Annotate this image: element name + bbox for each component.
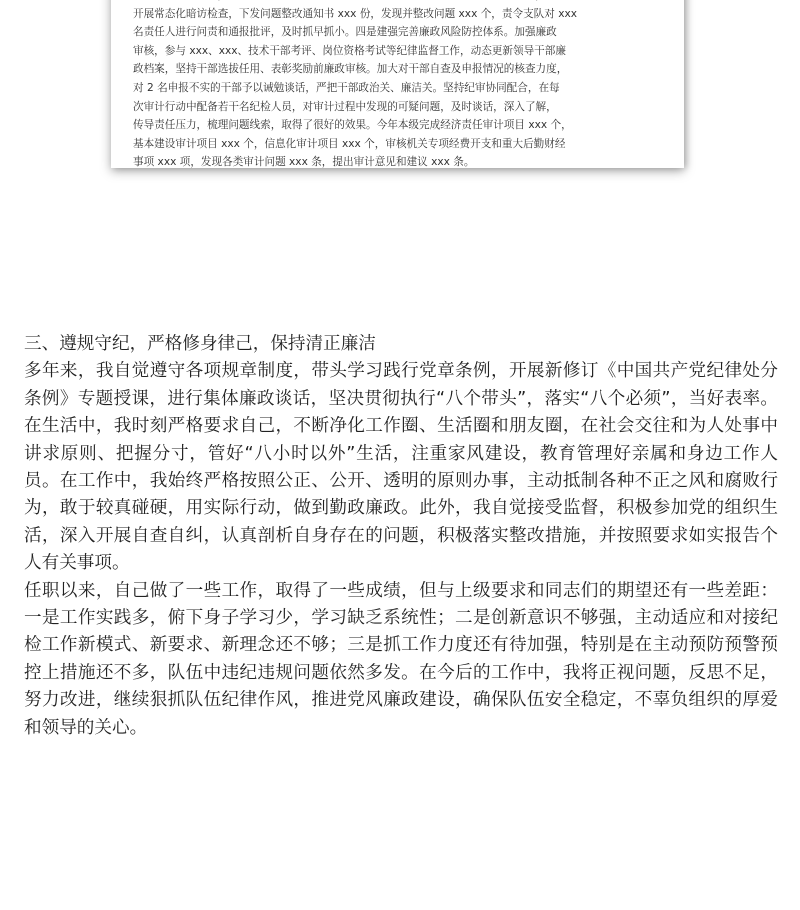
preview-line: 名责任人进行问责和通报批评，及时抓早抓小。四是建强完善廉政风险防控体系。加强廉政 <box>133 26 557 39</box>
preview-line: 传导责任压力，梳理问题线索，取得了很好的效果。今年本级完成经济责任审计项目 xxx 个， <box>133 119 572 132</box>
paragraph: 任职以来，自己做了一些工作，取得了一些成绩，但与上级要求和同志们的期望还有一些差距：一是工作实践多，俯下身子学习少，学习缺乏系统性；二是创新意识不够强，主动适应和对接纪检工作新模式、新要求、新理念还不够；三是抓工作力度还有待加强，特别是在主动预防预警预控上措施还不多，队伍中违纪违规问题依然多发。在今后的工作中，我将正视问题，反思不足，努力改进，继续狠抓队伍纪律作风，推进党风廉政建设，确保队伍安全稳定，不辜负组织的厚爱和领导的关心。 <box>24 580 778 738</box>
preview-line: 开展常态化暗访检查，下发问题整改通知书 xxx 份，发现并整改问题 xxx 个，责令支队对 xxx <box>133 7 578 20</box>
document-preview-text <box>133 0 653 168</box>
preview-line: 次审计行动中配备若干名纪检人员，对审计过程中发现的可疑问题，及时谈话，深入了解， <box>133 100 557 113</box>
document-preview-card <box>111 0 684 168</box>
article-body <box>24 331 778 742</box>
preview-line: 基本建设审计项目 xxx 个，信息化审计项目 xxx 个，审核机关专项经费开支和重大后勤财经 <box>133 137 566 150</box>
preview-line: 对 2 名申报不实的干部予以诫勉谈话，严把干部政治关、廉洁关。坚持纪审协同配合，在每 <box>133 81 560 94</box>
section-heading: 三、遵规守纪，严格修身律己，保持清正廉洁 <box>24 334 376 354</box>
preview-line: 审核，参与 xxx、xxx、技术干部考评、岗位资格考试等纪律监督工作，动态更新领导干部廉 <box>133 44 566 57</box>
preview-line: 政档案，坚持干部选拔任用、表彰奖励前廉政审核。加大对干部自查及申报情况的核查力度， <box>133 63 568 76</box>
paragraph: 多年来，我自觉遵守各项规章制度，带头学习践行党章条例，开展新修订《中国共产党纪律处分条例》专题授课，进行集体廉政谈话，坚决贯彻执行“八个带头”，落实“八个必须”，当好表率。在生活中，我时刻严格要求自己，不断净化工作圈、生活圈和朋友圈，在社会交往和为人处事中讲求原则、把握分寸，管好“八小时以外”生活，注重家风建设，教育管理好亲属和身边工作人员。在工作中，我始终严格按照公正、公开、透明的原则办事，主动抵制各种不正之风和腐败行为，敢于较真碰硬，用实际行动，做到勤政廉政。此外，我自觉接受监督，积极参加党的组织生活，深入开展自查自纠，认真剖析自身存在的问题，积极落实整改措施，并按照要求如实报告个人有关事项。 <box>24 361 778 574</box>
preview-line: 事项 xxx 项，发现各类审计问题 xxx 条，提出审计意见和建议 xxx 条。 <box>133 156 475 168</box>
